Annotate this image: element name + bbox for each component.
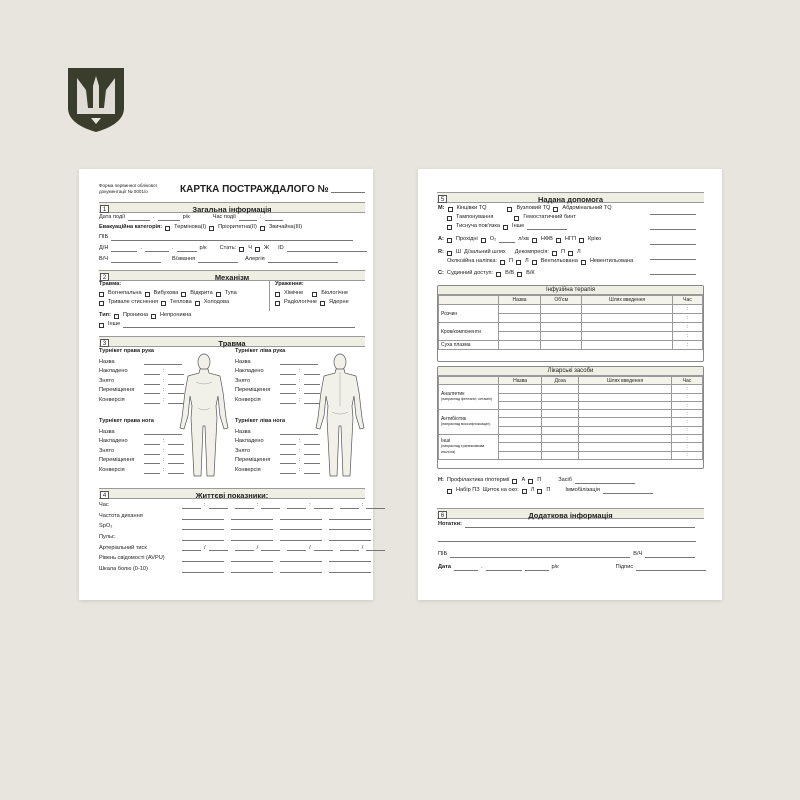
signer-row: ПІБ В/Ч — [438, 550, 695, 560]
table-row[interactable]: Суха плазма : — [439, 341, 703, 350]
tourniquet-field: Накладено : — [99, 367, 184, 377]
vitals-row: Артеріальний тиск / / / / — [99, 543, 389, 553]
tourniquet-field: Накладено : — [99, 437, 184, 447]
table-row[interactable]: : — [439, 426, 703, 434]
section-3-header: 3 Травма — [99, 336, 365, 347]
trauma-row-2: Тривале стиснення Теплова Холодова — [99, 298, 229, 308]
tourniquet-field: Конверсія : — [99, 466, 184, 476]
table-row[interactable]: : — [439, 401, 703, 409]
tourniquet-field: Переміщення : — [99, 386, 184, 396]
tourniquet-field: Знято : — [99, 377, 184, 387]
trauma-row-1: Вогнепальна Вибухова Відкрита Тупа — [99, 289, 237, 299]
checkbox[interactable] — [165, 226, 170, 231]
vitals-row: Шкала болю (0-10) — [99, 565, 375, 575]
tourniquet-field: Переміщення : — [235, 456, 320, 466]
tourniquet-field: Назва — [235, 358, 320, 368]
tourniquet-block: Турнікет права рука Назва Накладено : Знято : Переміщення : Конверсія : — [99, 349, 184, 406]
lesion-row-2: Радіологічне Ядерне — [275, 298, 349, 308]
section-2-header: 2 Механізм — [99, 270, 365, 281]
pib-field[interactable] — [111, 235, 353, 241]
tourniquet-field: Накладено : — [235, 367, 320, 377]
m-row-1: M: Кінцівки TQ Вузловий TQ Абдомінальний TQ — [438, 205, 612, 212]
body-diagram-back[interactable] — [312, 352, 368, 480]
date-sign-row: Дата . р/к Підпис — [438, 563, 706, 573]
tourniquet-field: Назва — [99, 428, 184, 438]
tourniquet-field: Накладено : — [235, 437, 320, 447]
tourniquet-field: Переміщення : — [235, 386, 320, 396]
h-row: H: Профілактика гіпотермії А П Засіб — [438, 476, 635, 486]
notes-field[interactable] — [465, 522, 695, 528]
tourniquet-field: Конверсія : — [99, 396, 184, 406]
h-row-2: Набір ПЗ Щиток на око: Л П Іммобілізація — [447, 486, 653, 496]
tourniquet-field: Переміщення : — [99, 456, 184, 466]
tourniquet-block: Турнікет ліва нога Назва Накладено : Знято : Переміщення : Конверсія : — [235, 419, 320, 476]
table-row[interactable]: Аналгетик (наприклад фентаніл, кетамін) : — [439, 385, 703, 393]
table-row[interactable]: Інші (наприклад транексамова кислота) : — [439, 435, 703, 443]
medications-table: Лікарські засоби Назва Доза Шлях введення Час Аналгетик (наприклад фентаніл, кетамін) : : : Антибіотик (наприклад моксифлоксацин) : : : Інші (наприклад транексамова кислота) : : : — [437, 366, 704, 469]
section-1-header: 1 Загальна інформація — [99, 202, 365, 213]
table-row[interactable]: : — [439, 393, 703, 401]
type-row: Тип: Проникна Непроникна — [99, 312, 192, 319]
table-row[interactable]: : — [439, 443, 703, 451]
unit-row: В/Ч В/звання Алергія — [99, 255, 338, 265]
casualty-card-front: Форма первинної облікової документації № 0001/о КАРТКА ПОСТРАЖДАЛОГО № 1 Загальна інформація Дата події . р/к Час події : Евакуаційна категорія: Термінова(І) Пріоритетна(ІІ) Звичайна(ІІІ) ПІБ Д/Н . . р/к Стать: Ч Ж ID В/Ч В/звання Алергія 2 Механізм Травма: Вогнепальна Вибухова Відкрита Тупа Тривале стиснення Теплова Холодова Ураження: Хімічне Біологічне Радіологічне Ядерне Тип: Проникна Непроникна Інше 3 Травма Турнікет права рука Назва Накладено : Знято : Переміщення : Конверсія : Турнікет ліва рука Назва Накладено : Знято : Переміщення : Конверсія : Турнікет права нога Назва Накладено : Знято : Переміщення : Конверсія : Турнікет ліва нога Назва Накладено : Знято : Переміщення : Конверсія : 4 Життєві показники: Час : : : : Частота дихання SpO₂ Пульс Артеріальний тиск / / / / Рівень свідомості (AVPU) Шкала болю (0-10) — [79, 169, 373, 600]
table-row[interactable]: Антибіотик (наприклад моксифлоксацин) : — [439, 410, 703, 418]
event-date-row: Дата події . р/к Час події : — [99, 213, 283, 223]
table-header-row: Назва Об'єм Шлях введення Час — [439, 296, 703, 305]
table-row[interactable]: : — [439, 332, 703, 341]
dob-row: Д/Н . . р/к Стать: Ч Ж ID — [99, 244, 367, 254]
tourniquet-field: Знято : — [235, 377, 320, 387]
tourniquet-field: Конверсія : — [235, 396, 320, 406]
r-row-2: Оклюзійна наліпка: П Л Вентильована Невентильована — [447, 258, 634, 265]
trident-emblem-icon — [68, 68, 124, 132]
table-row[interactable]: : — [439, 418, 703, 426]
m-row-2: Тампонування Гемостатичний бинт — [447, 213, 576, 223]
r-row: R: Ш Д/зальний шлях Декомпресія: П Л — [438, 249, 581, 256]
m-row-3: Тиснуча пов'язка Інше — [447, 222, 567, 232]
pib-row: ПІБ — [99, 233, 353, 243]
casualty-card-back — [418, 169, 722, 600]
section-6-header: 6 Додаткова інформація — [437, 508, 704, 519]
vitals-row: Рівень свідомості (AVPU) — [99, 554, 375, 564]
table-row[interactable]: Розчин : — [439, 305, 703, 314]
table-row[interactable]: : — [439, 314, 703, 323]
evac-category-row: Евакуаційна категорія: Термінова(І) Пріоритетна(ІІ) Звичайна(ІІІ) — [99, 224, 303, 231]
section-5-header: 5 Надана допомога — [437, 192, 704, 203]
notes-row: Нотатки: — [438, 520, 695, 530]
vitals-row: Частота дихання — [99, 512, 375, 522]
lesion-row-1: Хімічне Біологічне — [275, 289, 348, 299]
other-row: Інше — [99, 320, 355, 330]
tourniquet-field: Назва — [99, 358, 184, 368]
tourniquet-field: Знято : — [235, 447, 320, 457]
body-diagram-front[interactable] — [176, 352, 232, 480]
tourniquet-block: Турнікет права нога Назва Накладено : Знято : Переміщення : Конверсія : — [99, 419, 184, 476]
tourniquet-block: Турнікет ліва рука Назва Накладено : Знято : Переміщення : Конверсія : — [235, 349, 320, 406]
tourniquet-field: Конверсія : — [235, 466, 320, 476]
vitals-row: Час : : : : — [99, 501, 389, 511]
card-number-field[interactable] — [331, 187, 365, 193]
c-row: C: Судинний доступ: В/В В/К — [438, 270, 535, 277]
a-row: A: Прохідні O₂ л/хв НФВ НГП Кріко — [438, 236, 602, 243]
tourniquet-field: Назва — [235, 428, 320, 438]
tourniquet-field: Знято : — [99, 447, 184, 457]
table-row[interactable]: : — [439, 451, 703, 459]
table-row[interactable]: Кров/компоненти : — [439, 323, 703, 332]
vitals-row: Пульс — [99, 533, 375, 543]
vitals-row: SpO₂ — [99, 522, 375, 532]
table-header-row: Назва Доза Шлях введення Час — [439, 377, 703, 385]
card-title: КАРТКА ПОСТРАЖДАЛОГО № — [180, 184, 329, 195]
section-4-header: 4 Життєві показники: — [99, 488, 365, 499]
form-note: Форма первинної облікової документації № 0001/о — [99, 183, 157, 194]
infusion-table: Інфузійна терапія Назва Об'єм Шлях введення Час Розчин : : Кров/компоненти : : Суха плазма : — [437, 285, 704, 362]
